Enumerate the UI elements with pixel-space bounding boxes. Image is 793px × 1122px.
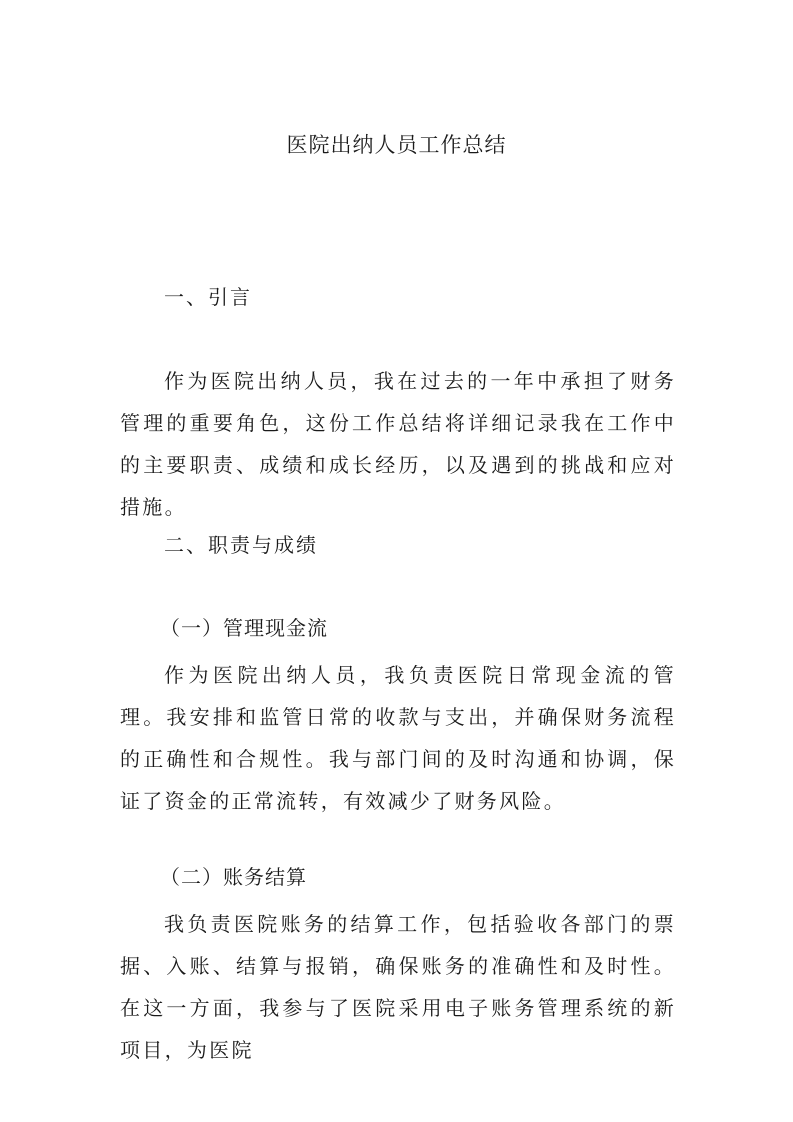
section-heading-introduction: 一、引言 <box>164 285 252 309</box>
subsection-heading-cash-flow: （一）管理现金流 <box>160 616 328 640</box>
intro-paragraph: 作为医院出纳人员，我在过去的一年中承担了财务管理的重要角色，这份工作总结将详细记录我在工作中的主要职责、成绩和成长经历，以及遇到的挑战和应对措施。 <box>120 369 676 519</box>
cash-flow-paragraph: 作为医院出纳人员，我负责医院日常现金流的管理。我安排和监管日常的收款与支出，并确保财务流程的正确性和合规性。我与部门间的及时沟通和协调，保证了资金的正常流转，有效减少了财务风险。 <box>120 663 676 813</box>
section-heading-duties: 二、职责与成绩 <box>164 533 318 557</box>
page-title: 医院出纳人员工作总结 <box>286 133 507 157</box>
settlement-paragraph: 我负责医院账务的结算工作，包括验收各部门的票据、入账、结算与报销，确保账务的准确性和及时性。在这一方面，我参与了医院采用电子账务管理系统的新项目，为医院 <box>120 912 676 1062</box>
subsection-heading-settlement: （二）账务结算 <box>160 865 307 889</box>
